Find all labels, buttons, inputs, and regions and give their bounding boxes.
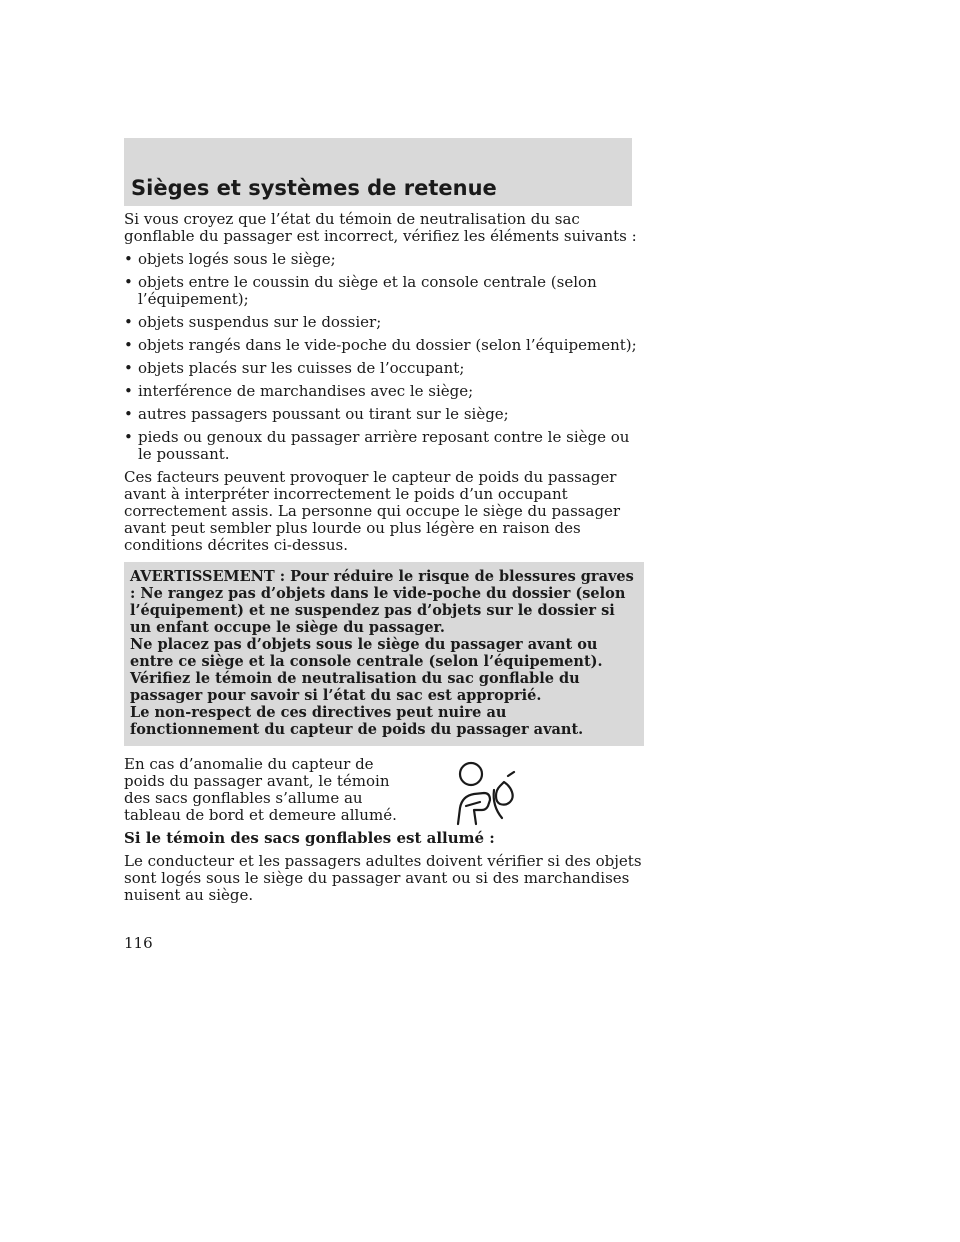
anomaly-section <box>124 756 644 824</box>
list-item: • objets placés sur les cuisses de l’occupant; <box>124 359 465 377</box>
warning-text: Vérifiez le témoin de neutralisation du sac gonflable du passager pour savoir si l’état du sac est approprié. <box>130 670 580 704</box>
warning-text: Ne placez pas d’objets sous le siège du passager avant ou entre ce siège et la console centrale (selon l’équipement). <box>130 636 603 670</box>
warning-box <box>124 562 644 746</box>
bullet-icon: • <box>124 313 133 331</box>
list-item: • objets rangés dans le vide-poche du dossier (selon l’équipement); <box>124 336 637 354</box>
factors-paragraph: Ces facteurs peuvent provoquer le capteur de poids du passager avant à interpréter incorrectement le poids d’un occupant correctement assis. La personne qui occupe le siège du passager avant peut sembler plus lourde ou plus légère en raison des conditions décrites ci-dessus. <box>124 468 621 554</box>
lit-heading: Si le témoin des sacs gonflables est allumé : <box>124 829 495 847</box>
checklist <box>124 251 644 463</box>
bullet-icon: • <box>124 382 133 400</box>
bullet-icon: • <box>124 405 133 423</box>
list-item: • objets logés sous le siège; <box>124 250 336 268</box>
warning-text: Le non-respect de ces directives peut nuire au fonctionnement du capteur de poids du passager avant. <box>130 704 584 738</box>
intro-paragraph: Si vous croyez que l’état du témoin de neutralisation du sac gonflable du passager est incorrect, vérifiez les éléments suivants : <box>124 210 637 245</box>
list-item: • pieds ou genoux du passager arrière reposant contre le siège ou le poussant. <box>124 428 630 463</box>
airbag-warning-icon <box>450 760 520 828</box>
list-item: • interférence de marchandises avec le siège; <box>124 382 474 400</box>
section-title: Sièges et systèmes de retenue <box>131 176 497 200</box>
lit-paragraph: Le conducteur et les passagers adultes doivent vérifier si des objets sont logés sous le siège du passager avant ou si des marchandises nuisent au siège. <box>124 852 642 904</box>
bullet-icon: • <box>124 336 133 354</box>
list-item: • objets suspendus sur le dossier; <box>124 313 382 331</box>
page-content <box>124 211 644 910</box>
page-number: 116 <box>124 934 153 952</box>
bullet-icon: • <box>124 428 133 446</box>
bullet-icon: • <box>124 359 133 377</box>
warning-text: AVERTISSEMENT : Pour réduire le risque de blessures graves : Ne rangez pas d’objets dans le vide-poche du dossier (selon l’équipement) et ne suspendez pas d’objets sur le dossier si un enfant occupe le siège du passager. <box>130 568 634 636</box>
bullet-icon: • <box>124 250 133 268</box>
list-item: • autres passagers poussant ou tirant sur le siège; <box>124 405 509 423</box>
bullet-icon: • <box>124 273 133 291</box>
anomaly-paragraph: En cas d’anomalie du capteur de poids du passager avant, le témoin des sacs gonflables s’allume au tableau de bord et demeure allumé. <box>124 755 397 824</box>
list-item: • objets entre le coussin du siège et la console centrale (selon l’équipement); <box>124 273 597 308</box>
